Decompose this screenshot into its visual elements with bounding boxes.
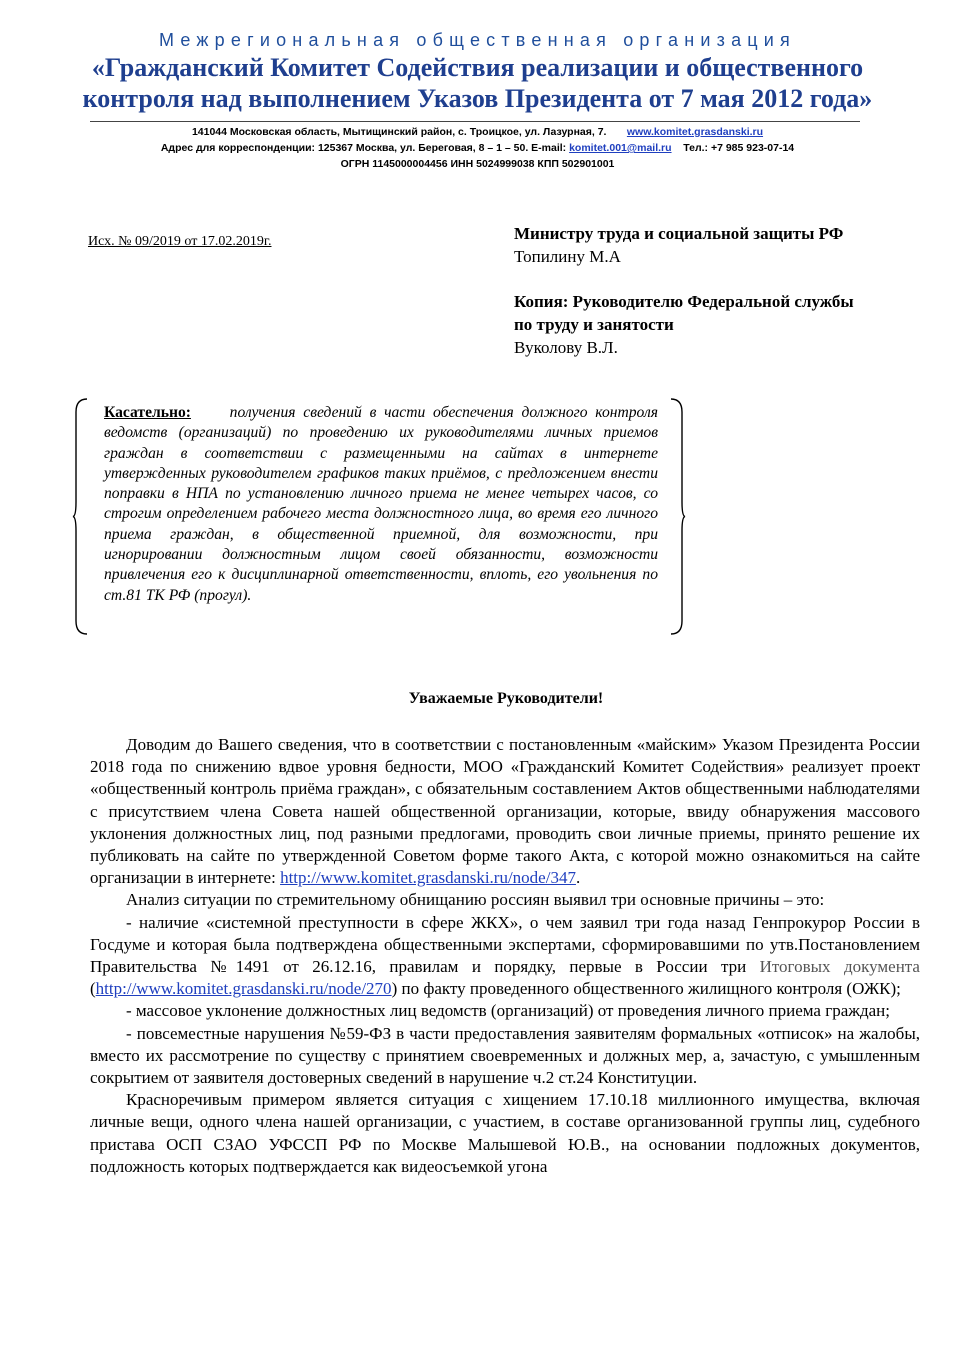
- organization-name-line1: «Гражданский Комитет Содействия реализации и общественного: [91, 53, 864, 82]
- organization-type: Межрегиональная общественная организация: [159, 30, 796, 50]
- acts-link[interactable]: http://www.komitet.grasdanski.ru/node/347: [280, 868, 576, 888]
- copy-addressee-name: Вуколову В.Л.: [514, 338, 618, 357]
- final-documents-link[interactable]: http://www.komitet.grasdanski.ru/node/270: [95, 979, 392, 999]
- outgoing-number: Исх. № 09/2019 от 17.02.2019г.: [88, 234, 272, 249]
- addressee-block: [514, 222, 924, 268]
- paragraph-3-end: ) по факту проведенного общественного жилищного контроля (ОЖК);: [391, 979, 901, 999]
- addressee-title: Министру труда и социальной защиты РФ: [514, 224, 844, 243]
- paragraph-4: - массовое уклонение должностных лиц ведомств (организаций) от проведения личного приема граждан;: [126, 1001, 890, 1021]
- paragraph-2: Анализ ситуации по стремительному обнищанию россиян выявил три основные причины – это:: [126, 890, 825, 910]
- copy-addressee-block: [514, 290, 924, 359]
- organization-name-line2: контроля над выполнением Указов Президента от 7 мая 2012 года»: [82, 84, 873, 113]
- contact-address-line: [0, 124, 955, 140]
- registration-line: ОГРН 1145000004456 ИНН 5024999038 КПП 502901001: [340, 158, 615, 170]
- postal-address: 141044 Московская область, Мытищинский район, с. Троицкое, ул. Лазурная, 7.: [191, 126, 607, 138]
- paragraph-3: [90, 912, 920, 1001]
- phone-number: Тел.: +7 985 923-07-14: [683, 142, 795, 154]
- subject-block: [104, 403, 658, 606]
- copy-title-line1: Копия: Руководителю Федеральной службы: [514, 292, 854, 311]
- contact-correspondence-line: [0, 140, 955, 156]
- website-link[interactable]: www.komitet.grasdanski.ru: [626, 126, 764, 138]
- correspondence-address: Адрес для корреспонденции: 125367 Москва, ул. Береговая, 8 – 1 – 50. E-mail:: [160, 142, 567, 154]
- subject-label: Касательно:: [104, 404, 191, 421]
- paragraph-6: Красноречивым примером является ситуация с хищением 17.10.18 миллионного имущества, включая личные вещи, одного члена нашей организации, с участием, в составе организованной группы лиц, судебного пристава ОСП СЗАО УФССП РФ по Москве Малышевой Ю.В., на основании подложных документов, подложность которых подтверждается как видеосъемкой угона: [90, 1090, 920, 1176]
- email-link[interactable]: komitet.001@mail.ru: [569, 142, 672, 154]
- organization-name: [40, 52, 915, 114]
- paragraph-1-end: .: [575, 868, 581, 888]
- letter-body: [90, 734, 920, 1178]
- addressee-name: Топилину М.А: [514, 247, 621, 266]
- greeting: Уважаемые Руководители!: [408, 690, 604, 707]
- paragraph-3-open: (: [90, 979, 96, 999]
- subject-text: получения сведений в части обеспечения должного контроля ведомств (организаций) по проведению их руководителями личных приемов граждан в соответствии с размещенными на сайтах в интернете утвержденных руководителем графиков таких приёмов, с предложением внести поправки в НПА по установлению личного приема не менее четырех часов, со строгим определением рабочего места должностного лица, во время его личного приема граждан, в общественной приемной, для возможности, при игнорировании должностным лицом своей обязанности, возможности привлечения его к дисциплинарной ответственности, вплоть, его увольнения по ст.81 ТК РФ (прогул).: [104, 404, 658, 604]
- subject-bracket-left: [72, 398, 88, 635]
- paragraph-1: [90, 734, 920, 889]
- subject-bracket-right: [670, 398, 686, 635]
- copy-title-line2: по труду и занятости: [514, 315, 674, 334]
- paragraph-3-text: - наличие «системной преступности в сфере ЖКХ», о чем заявил три года назад Генпрокурор России в Госдуме и которая была подтверждена общественными экспертами, сформировавшими по утв.Постановлением Правительства №1491 от 26.12.16, правилам и порядку, первые в России три: [90, 912, 920, 977]
- paragraph-1-text: Доводим до Вашего сведения, что в соответствии с постановленным «майским» Указом Президента России 2018 года по снижению вдвое уровня бедности, МОО «Гражданский Комитет Содействия» реализует проект «общественный контроль приёма граждан», с обязательным составлением Актов общественными наблюдателями с присутствием члена Совета нашей общественной организации, которые, ввиду обнаружения массового уклонения должностных лиц, под разными предлогами, проводить свои личные приемы, принято решение их публиковать на сайте по утвержденной Советом форме такого Акта, с которой можно ознакомиться на сайте организации в интернете:: [90, 735, 920, 888]
- final-documents-text: Итоговых документа: [759, 957, 920, 977]
- header-divider: [90, 121, 860, 122]
- paragraph-5: - повсеместные нарушения №59-ФЗ в части предоставления заявителям формальных «отписок» на жалобы, вместо их рассмотрение по существу с принятием своевременных и должных мер, а, зачастую, с умышленным сокрытием от заявителя достоверных сведений в нарушение ч.2 ст.24 Конституции.: [90, 1023, 920, 1088]
